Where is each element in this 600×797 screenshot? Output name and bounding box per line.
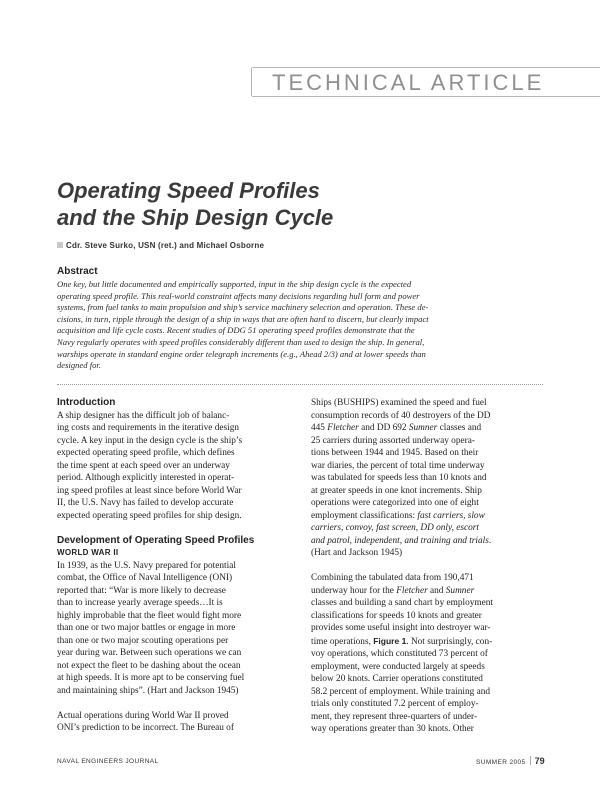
section-label: TECHNICAL ARTICLE [272,70,545,95]
abstract-divider [57,384,543,385]
abstract-line: cisions, in turn, ripple through the design of a ship in ways that are often hard to discern, but clearly impact [57,313,429,324]
ship-class-name: Fletcher [327,423,359,433]
article-title [57,177,557,231]
abstract-line: One key, but little documented and empirically supported, input in the ship design cycle is the expected [57,279,412,289]
body-line: 25 carriers during assorted underway opera- [311,435,475,446]
intro-line: period. Although explicitly interested in operat- [57,473,235,483]
footer-separator [530,756,531,765]
body-line: carriers, convoy, fast screen, DD only, escort [311,523,480,533]
body-line: classes and building a sand chart by employment [311,598,494,608]
figure-reference-link[interactable]: Figure 1 [373,635,407,646]
footer-issue: SUMMER 2005 [476,759,526,766]
development-line: and maintaining ships”. (Hart and Jackson 1945) [57,685,239,696]
intro-line: expected operating speed profiles for ship design. [57,510,242,521]
body-line: and patrol, independent, and training and trials. [311,535,492,546]
right-column [311,397,543,736]
body-line: way operations greater than 30 knots. Other [311,724,474,734]
intro-line: A ship designer has the difficult job of balanc- [57,410,230,421]
intro-line: ing speed profiles at least since before World War [57,485,242,496]
body-line: employment classifications: fast carriers, slow [311,510,485,521]
article-title-line-1: Operating Speed Profiles [57,178,320,203]
header-rule-vertical [251,68,252,96]
page-number: 79 [534,756,545,766]
body-line: voy operations, which constituted 73 percent of [311,649,488,659]
header-rule-bottom [252,96,600,97]
abstract-line: designed for. [57,360,101,371]
abstract-body [57,279,547,372]
development-line: than one or two major battles or engage in more [57,623,236,633]
body-line: below 20 knots. Carrier operations constituted [311,674,483,684]
ship-class-name: Sumner [408,423,438,433]
paragraph-gap [311,560,543,573]
development-line: Actual operations during World War II proved [57,710,229,721]
body-line: classifications for speeds 10 knots and greater [311,610,482,621]
body-line: operations were categorized into one of eight [311,498,479,508]
development-line: combat, the Office of Naval Intelligence (ONI) [57,573,233,583]
header-rule-top [252,67,600,68]
body-line: provides some useful insight into destroyer war- [311,623,491,633]
body-line: was tabulated for speeds less than 10 knots and [311,473,487,483]
body-line: underway hour for the Fletcher and Sumner [311,585,475,596]
development-line: In 1939, as the U.S. Navy prepared for potential [57,560,236,571]
body-line: trials only constituted 7.2 percent of employ- [311,699,479,709]
intro-line: cycle. A key input in the design cycle is the ship’s [57,435,243,446]
body-line: war diaries, the percent of total time underway [311,460,485,471]
body-line: time operations, Figure 1. Not surprisingly, con- [311,635,493,647]
abstract-line: Navy regularly operates with speed profiles considerably different than used to design the ship. In general, [57,336,425,347]
development-line: not expect the fleet to be dashing about the ocean [57,660,241,671]
development-heading: Development of Operating Speed Profiles [57,534,255,546]
body-line: employment, were conducted largely at speeds [311,661,485,672]
abstract-line: operating speed profile. This real-world constraint affects many decisions regarding hull form and power [57,290,420,301]
body-line: 58.2 percent of employment. While training and [311,686,491,697]
body-line: at greater speeds in one knot increments. Ship [311,485,482,496]
body-line: Combining the tabulated data from 190,471 [311,573,474,583]
paragraph-gap [57,522,287,535]
abstract-line: acquisition and life cycle costs. Recent studies of DDG 51 operating speed profiles demonstrate that the [57,325,415,336]
development-line: than one or two major scouting operations per [57,635,229,646]
wwii-subheading: WORLD WAR II [57,548,119,557]
development-line: ONI’s prediction to be incorrect. The Bureau of [57,723,234,733]
development-line: reported that: “War is more likely to decrease [57,585,226,596]
left-column [57,397,287,735]
body-line: 445 Fletcher and DD 692 Sumner classes and [311,423,482,433]
footer-issue-page [476,756,545,766]
intro-line: II, the U.S. Navy has failed to develop accurate [57,498,234,508]
body-line: ment, they represent three-quarters of under- [311,711,478,722]
byline-marker-icon [57,242,63,248]
paragraph-gap [57,697,287,710]
byline-text: Cdr. Steve Surko, USN (ret.) and Michael Osborne [66,241,265,250]
body-line: tions between 1944 and 1945. Based on their [311,448,479,458]
development-line: year during war. Between such operations we can [57,648,242,658]
introduction-heading: Introduction [57,397,116,408]
abstract-line: warships operate in standard engine order telegraph increments (e.g., Ahead 2/3) and at lower speeds than [57,348,426,359]
intro-line: the time spent at each speed over an underway [57,460,230,471]
body-line: consumption records of 40 destroyers of the DD [311,410,491,421]
development-line: at high speeds. It is more apt to be conserving fuel [57,673,245,683]
footer-journal-name: NAVAL ENGINEERS JOURNAL [57,758,159,765]
abstract-line: systems, from fuel tanks to main propulsion and ship’s service machinery selection and operation. These de- [57,302,429,313]
body-line: Ships (BUSHIPS) examined the speed and fuel [311,398,487,408]
article-title-line-2: and the Ship Design Cycle [57,205,334,230]
byline [57,241,264,250]
intro-line: ing costs and requirements in the iterative design [57,423,240,433]
intro-line: expected operating speed profile, which defines [57,448,235,458]
abstract-heading: Abstract [57,266,98,277]
development-line: highly improbable that the fleet would fight more [57,610,242,621]
body-line: (Hart and Jackson 1945) [311,548,403,558]
development-line: than to increase yearly average speeds…It is [57,598,223,608]
